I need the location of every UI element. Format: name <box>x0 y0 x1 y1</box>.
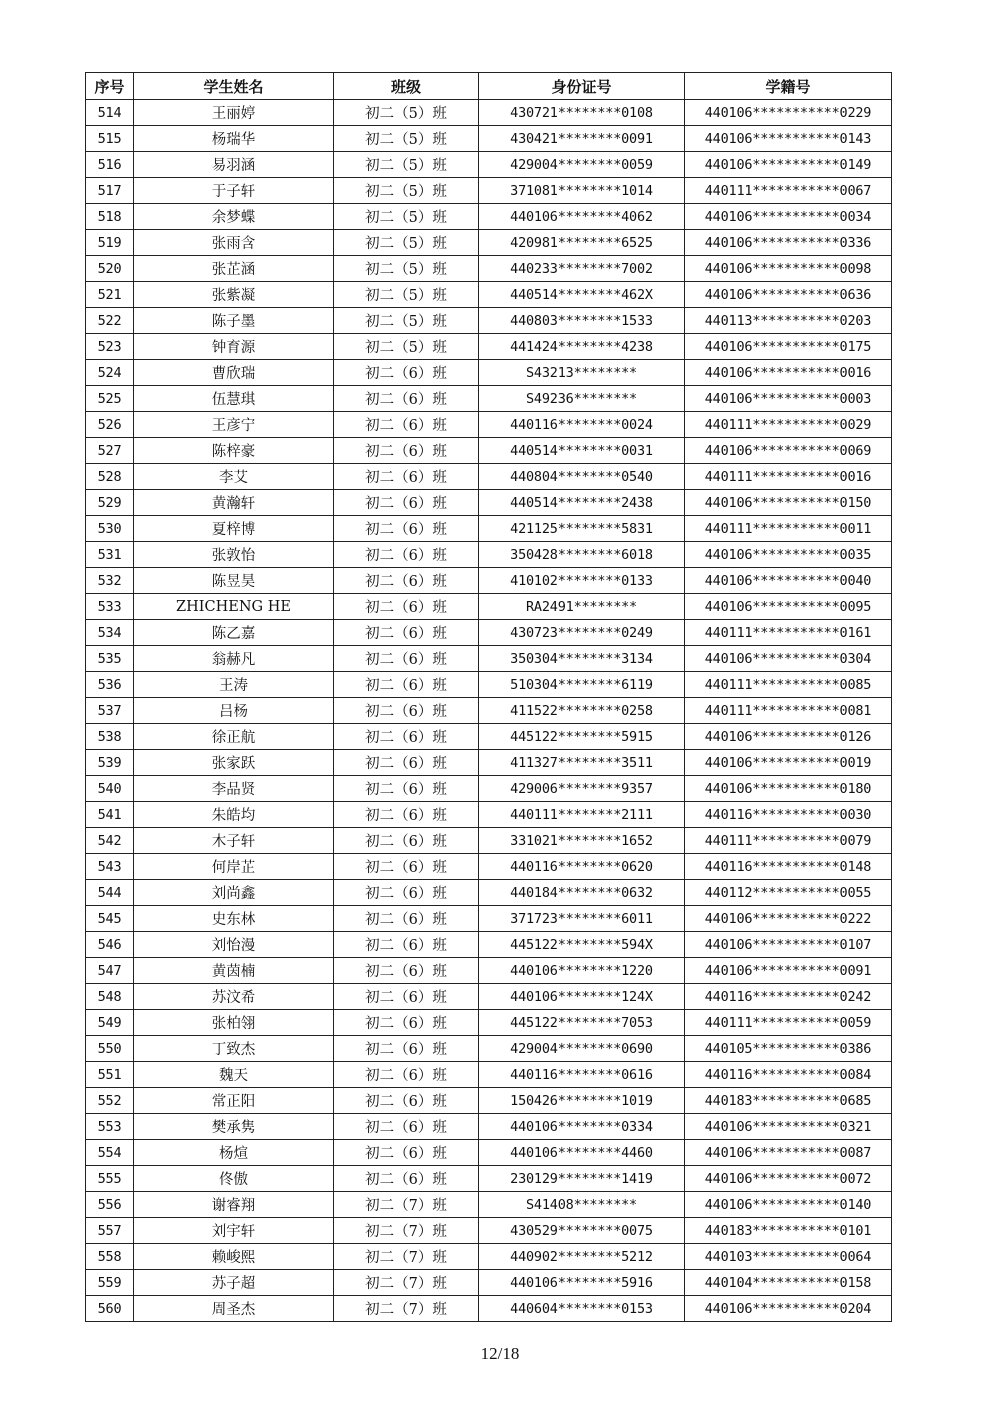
table-body <box>86 100 892 1322</box>
student-number: 440106***********0126 <box>685 724 892 750</box>
student-number: 440111***********0016 <box>685 464 892 490</box>
student-number: 440111***********0161 <box>685 620 892 646</box>
table-row <box>86 412 892 438</box>
table-header-row <box>86 73 892 100</box>
student-number: 440106***********0095 <box>685 594 892 620</box>
row-index: 539 <box>86 750 134 776</box>
id-number: S41408******** <box>479 1192 685 1218</box>
id-number: 445122********5915 <box>479 724 685 750</box>
student-number: 440112***********0055 <box>685 880 892 906</box>
student-number: 440106***********0204 <box>685 1296 892 1322</box>
student-name: 易羽涵 <box>134 152 334 178</box>
class-name: 初二（5）班 <box>334 334 479 360</box>
row-index: 536 <box>86 672 134 698</box>
row-index: 535 <box>86 646 134 672</box>
student-name: 翁赫凡 <box>134 646 334 672</box>
class-name: 初二（6）班 <box>334 1166 479 1192</box>
student-number: 440106***********0150 <box>685 490 892 516</box>
student-number: 440111***********0081 <box>685 698 892 724</box>
row-index: 514 <box>86 100 134 126</box>
student-number: 440106***********0229 <box>685 100 892 126</box>
header-student-number: 学籍号 <box>685 73 892 100</box>
student-name: 李艾 <box>134 464 334 490</box>
class-name: 初二（6）班 <box>334 1036 479 1062</box>
id-number: 331021********1652 <box>479 828 685 854</box>
class-name: 初二（6）班 <box>334 1114 479 1140</box>
class-name: 初二（6）班 <box>334 1062 479 1088</box>
class-name: 初二（5）班 <box>334 100 479 126</box>
id-number: S49236******** <box>479 386 685 412</box>
class-name: 初二（6）班 <box>334 1140 479 1166</box>
id-number: 420981********6525 <box>479 230 685 256</box>
class-name: 初二（6）班 <box>334 750 479 776</box>
class-name: 初二（7）班 <box>334 1244 479 1270</box>
class-name: 初二（6）班 <box>334 880 479 906</box>
class-name: 初二（6）班 <box>334 698 479 724</box>
row-index: 555 <box>86 1166 134 1192</box>
class-name: 初二（7）班 <box>334 1218 479 1244</box>
row-index: 533 <box>86 594 134 620</box>
student-number: 440106***********0003 <box>685 386 892 412</box>
class-name: 初二（6）班 <box>334 620 479 646</box>
student-roster-table <box>85 72 892 1322</box>
id-number: 429004********0690 <box>479 1036 685 1062</box>
student-number: 440105***********0386 <box>685 1036 892 1062</box>
id-number: 441424********4238 <box>479 334 685 360</box>
class-name: 初二（5）班 <box>334 178 479 204</box>
row-index: 553 <box>86 1114 134 1140</box>
class-name: 初二（6）班 <box>334 802 479 828</box>
row-index: 532 <box>86 568 134 594</box>
row-index: 524 <box>86 360 134 386</box>
id-number: 421125********5831 <box>479 516 685 542</box>
student-number: 440106***********0072 <box>685 1166 892 1192</box>
id-number: 440604********0153 <box>479 1296 685 1322</box>
table-row <box>86 1244 892 1270</box>
table-row <box>86 802 892 828</box>
table-row <box>86 620 892 646</box>
table-row <box>86 594 892 620</box>
student-number: 440116***********0148 <box>685 854 892 880</box>
student-name: 张家跃 <box>134 750 334 776</box>
student-name: 苏汶希 <box>134 984 334 1010</box>
row-index: 558 <box>86 1244 134 1270</box>
student-number: 440106***********0034 <box>685 204 892 230</box>
table-row <box>86 750 892 776</box>
id-number: 411327********3511 <box>479 750 685 776</box>
table-row <box>86 828 892 854</box>
student-number: 440111***********0079 <box>685 828 892 854</box>
row-index: 522 <box>86 308 134 334</box>
student-name: 谢睿翔 <box>134 1192 334 1218</box>
class-name: 初二（7）班 <box>334 1270 479 1296</box>
row-index: 543 <box>86 854 134 880</box>
row-index: 556 <box>86 1192 134 1218</box>
class-name: 初二（7）班 <box>334 1296 479 1322</box>
id-number: 440804********0540 <box>479 464 685 490</box>
student-number: 440106***********0016 <box>685 360 892 386</box>
class-name: 初二（6）班 <box>334 568 479 594</box>
row-index: 526 <box>86 412 134 438</box>
header-id-number: 身份证号 <box>479 73 685 100</box>
student-name: 黄茵楠 <box>134 958 334 984</box>
table-row <box>86 1114 892 1140</box>
student-name: 张雨含 <box>134 230 334 256</box>
table-row <box>86 854 892 880</box>
student-name: 陈昱昊 <box>134 568 334 594</box>
student-number: 440106***********0222 <box>685 906 892 932</box>
student-name: 钟育源 <box>134 334 334 360</box>
class-name: 初二（5）班 <box>334 204 479 230</box>
student-name: 苏子超 <box>134 1270 334 1296</box>
id-number: 371081********1014 <box>479 178 685 204</box>
student-number: 440106***********0098 <box>685 256 892 282</box>
class-name: 初二（6）班 <box>334 932 479 958</box>
table-row <box>86 958 892 984</box>
id-number: RA2491******** <box>479 594 685 620</box>
student-name: 陈梓豪 <box>134 438 334 464</box>
row-index: 527 <box>86 438 134 464</box>
table-row <box>86 1192 892 1218</box>
class-name: 初二（6）班 <box>334 854 479 880</box>
header-index: 序号 <box>86 73 134 100</box>
row-index: 528 <box>86 464 134 490</box>
student-name: 徐正航 <box>134 724 334 750</box>
class-name: 初二（6）班 <box>334 958 479 984</box>
row-index: 554 <box>86 1140 134 1166</box>
row-index: 520 <box>86 256 134 282</box>
id-number: 445122********7053 <box>479 1010 685 1036</box>
row-index: 515 <box>86 126 134 152</box>
id-number: 440233********7002 <box>479 256 685 282</box>
student-number: 440111***********0059 <box>685 1010 892 1036</box>
student-name: 樊承隽 <box>134 1114 334 1140</box>
student-name: 李品贤 <box>134 776 334 802</box>
student-number: 440106***********0321 <box>685 1114 892 1140</box>
student-name: 朱皓均 <box>134 802 334 828</box>
class-name: 初二（5）班 <box>334 282 479 308</box>
student-number: 440183***********0685 <box>685 1088 892 1114</box>
table-row <box>86 334 892 360</box>
id-number: S43213******** <box>479 360 685 386</box>
table-row <box>86 516 892 542</box>
row-index: 550 <box>86 1036 134 1062</box>
id-number: 350304********3134 <box>479 646 685 672</box>
row-index: 540 <box>86 776 134 802</box>
student-name: 张紫凝 <box>134 282 334 308</box>
header-student-name: 学生姓名 <box>134 73 334 100</box>
student-name: 伍慧琪 <box>134 386 334 412</box>
student-number: 440106***********0149 <box>685 152 892 178</box>
student-number: 440106***********0336 <box>685 230 892 256</box>
table-row <box>86 1296 892 1322</box>
class-name: 初二（6）班 <box>334 828 479 854</box>
id-number: 440514********462X <box>479 282 685 308</box>
class-name: 初二（6）班 <box>334 776 479 802</box>
row-index: 530 <box>86 516 134 542</box>
row-index: 542 <box>86 828 134 854</box>
row-index: 548 <box>86 984 134 1010</box>
student-number: 440111***********0029 <box>685 412 892 438</box>
student-name: 吕杨 <box>134 698 334 724</box>
header-class: 班级 <box>334 73 479 100</box>
table-row <box>86 178 892 204</box>
table-row <box>86 1010 892 1036</box>
id-number: 429006********9357 <box>479 776 685 802</box>
student-number: 440116***********0084 <box>685 1062 892 1088</box>
table-row <box>86 724 892 750</box>
table-row <box>86 880 892 906</box>
table-row <box>86 776 892 802</box>
row-index: 546 <box>86 932 134 958</box>
table-row <box>86 282 892 308</box>
student-number: 440106***********0019 <box>685 750 892 776</box>
student-number: 440106***********0040 <box>685 568 892 594</box>
row-index: 560 <box>86 1296 134 1322</box>
table-row <box>86 308 892 334</box>
class-name: 初二（6）班 <box>334 646 479 672</box>
row-index: 529 <box>86 490 134 516</box>
id-number: 440902********5212 <box>479 1244 685 1270</box>
table-row <box>86 1062 892 1088</box>
row-index: 537 <box>86 698 134 724</box>
class-name: 初二（6）班 <box>334 906 479 932</box>
student-number: 440104***********0158 <box>685 1270 892 1296</box>
student-name: 丁致杰 <box>134 1036 334 1062</box>
id-number: 440514********2438 <box>479 490 685 516</box>
student-name: 张敦怡 <box>134 542 334 568</box>
class-name: 初二（5）班 <box>334 230 479 256</box>
class-name: 初二（5）班 <box>334 308 479 334</box>
table-row <box>86 1270 892 1296</box>
id-number: 430529********0075 <box>479 1218 685 1244</box>
row-index: 517 <box>86 178 134 204</box>
row-index: 516 <box>86 152 134 178</box>
student-number: 440106***********0091 <box>685 958 892 984</box>
row-index: 534 <box>86 620 134 646</box>
row-index: 519 <box>86 230 134 256</box>
row-index: 544 <box>86 880 134 906</box>
table-row <box>86 542 892 568</box>
id-number: 230129********1419 <box>479 1166 685 1192</box>
table-row <box>86 152 892 178</box>
row-index: 531 <box>86 542 134 568</box>
id-number: 440111********2111 <box>479 802 685 828</box>
table-row <box>86 646 892 672</box>
student-name: 木子轩 <box>134 828 334 854</box>
row-index: 547 <box>86 958 134 984</box>
row-index: 525 <box>86 386 134 412</box>
student-number: 440111***********0085 <box>685 672 892 698</box>
student-number: 440106***********0180 <box>685 776 892 802</box>
class-name: 初二（6）班 <box>334 386 479 412</box>
student-number: 440106***********0304 <box>685 646 892 672</box>
id-number: 430721********0108 <box>479 100 685 126</box>
id-number: 510304********6119 <box>479 672 685 698</box>
student-name: 黄瀚轩 <box>134 490 334 516</box>
student-name: 何岸芷 <box>134 854 334 880</box>
student-name: 张芷涵 <box>134 256 334 282</box>
row-index: 523 <box>86 334 134 360</box>
id-number: 440116********0024 <box>479 412 685 438</box>
class-name: 初二（6）班 <box>334 984 479 1010</box>
student-number: 440116***********0242 <box>685 984 892 1010</box>
student-name: 刘怡漫 <box>134 932 334 958</box>
id-number: 440106********4460 <box>479 1140 685 1166</box>
class-name: 初二（6）班 <box>334 490 479 516</box>
table-row <box>86 1218 892 1244</box>
id-number: 440116********0620 <box>479 854 685 880</box>
student-number: 440106***********0143 <box>685 126 892 152</box>
table-row <box>86 984 892 1010</box>
student-number: 440113***********0203 <box>685 308 892 334</box>
table-row <box>86 100 892 126</box>
student-name: 杨煊 <box>134 1140 334 1166</box>
student-number: 440106***********0035 <box>685 542 892 568</box>
class-name: 初二（5）班 <box>334 256 479 282</box>
table-row <box>86 1036 892 1062</box>
class-name: 初二（5）班 <box>334 126 479 152</box>
table-row <box>86 438 892 464</box>
table-row <box>86 1166 892 1192</box>
student-name: 王涛 <box>134 672 334 698</box>
row-index: 545 <box>86 906 134 932</box>
student-number: 440116***********0030 <box>685 802 892 828</box>
table-row <box>86 1088 892 1114</box>
class-name: 初二（6）班 <box>334 360 479 386</box>
table-row <box>86 204 892 230</box>
row-index: 552 <box>86 1088 134 1114</box>
student-number: 440106***********0175 <box>685 334 892 360</box>
table-row <box>86 464 892 490</box>
id-number: 440106********4062 <box>479 204 685 230</box>
student-number: 440106***********0107 <box>685 932 892 958</box>
student-name: ZHICHENG HE <box>134 594 334 620</box>
student-name: 刘尚鑫 <box>134 880 334 906</box>
table-row <box>86 386 892 412</box>
table-row <box>86 1140 892 1166</box>
id-number: 440106********1220 <box>479 958 685 984</box>
student-name: 佟傲 <box>134 1166 334 1192</box>
student-name: 刘宇轩 <box>134 1218 334 1244</box>
id-number: 350428********6018 <box>479 542 685 568</box>
table-row <box>86 360 892 386</box>
id-number: 440514********0031 <box>479 438 685 464</box>
class-name: 初二（7）班 <box>334 1192 479 1218</box>
table-row <box>86 568 892 594</box>
student-number: 440106***********0069 <box>685 438 892 464</box>
student-name: 陈子墨 <box>134 308 334 334</box>
class-name: 初二（5）班 <box>334 152 479 178</box>
student-name: 余梦蝶 <box>134 204 334 230</box>
table-row <box>86 932 892 958</box>
student-number: 440183***********0101 <box>685 1218 892 1244</box>
id-number: 411522********0258 <box>479 698 685 724</box>
page-number: 12/18 <box>480 1344 520 1363</box>
id-number: 445122********594X <box>479 932 685 958</box>
table-row <box>86 230 892 256</box>
student-name: 曹欣瑞 <box>134 360 334 386</box>
student-name: 王丽婷 <box>134 100 334 126</box>
student-name: 周圣杰 <box>134 1296 334 1322</box>
class-name: 初二（6）班 <box>334 464 479 490</box>
student-number: 440106***********0087 <box>685 1140 892 1166</box>
class-name: 初二（6）班 <box>334 724 479 750</box>
id-number: 429004********0059 <box>479 152 685 178</box>
id-number: 150426********1019 <box>479 1088 685 1114</box>
student-name: 张柏翎 <box>134 1010 334 1036</box>
row-index: 559 <box>86 1270 134 1296</box>
id-number: 430723********0249 <box>479 620 685 646</box>
id-number: 440106********124X <box>479 984 685 1010</box>
row-index: 518 <box>86 204 134 230</box>
id-number: 430421********0091 <box>479 126 685 152</box>
id-number: 440116********0616 <box>479 1062 685 1088</box>
id-number: 410102********0133 <box>479 568 685 594</box>
student-name: 杨瑞华 <box>134 126 334 152</box>
class-name: 初二（6）班 <box>334 542 479 568</box>
row-index: 541 <box>86 802 134 828</box>
class-name: 初二（6）班 <box>334 1010 479 1036</box>
student-number: 440103***********0064 <box>685 1244 892 1270</box>
row-index: 557 <box>86 1218 134 1244</box>
class-name: 初二（6）班 <box>334 594 479 620</box>
student-name: 陈乙嘉 <box>134 620 334 646</box>
table-row <box>86 126 892 152</box>
table-row <box>86 672 892 698</box>
student-name: 史东林 <box>134 906 334 932</box>
student-number: 440106***********0140 <box>685 1192 892 1218</box>
student-name: 于子轩 <box>134 178 334 204</box>
table-row <box>86 906 892 932</box>
student-name: 夏梓博 <box>134 516 334 542</box>
id-number: 440106********0334 <box>479 1114 685 1140</box>
class-name: 初二（6）班 <box>334 1088 479 1114</box>
class-name: 初二（6）班 <box>334 516 479 542</box>
class-name: 初二（6）班 <box>334 438 479 464</box>
id-number: 371723********6011 <box>479 906 685 932</box>
student-name: 魏天 <box>134 1062 334 1088</box>
student-name: 常正阳 <box>134 1088 334 1114</box>
student-name: 赖峻熙 <box>134 1244 334 1270</box>
row-index: 538 <box>86 724 134 750</box>
row-index: 551 <box>86 1062 134 1088</box>
class-name: 初二（6）班 <box>334 672 479 698</box>
student-number: 440111***********0067 <box>685 178 892 204</box>
student-name: 王彦宁 <box>134 412 334 438</box>
row-index: 521 <box>86 282 134 308</box>
id-number: 440184********0632 <box>479 880 685 906</box>
id-number: 440803********1533 <box>479 308 685 334</box>
row-index: 549 <box>86 1010 134 1036</box>
class-name: 初二（6）班 <box>334 412 479 438</box>
table-row <box>86 698 892 724</box>
student-number: 440111***********0011 <box>685 516 892 542</box>
student-number: 440106***********0636 <box>685 282 892 308</box>
table-row <box>86 490 892 516</box>
id-number: 440106********5916 <box>479 1270 685 1296</box>
table-row <box>86 256 892 282</box>
